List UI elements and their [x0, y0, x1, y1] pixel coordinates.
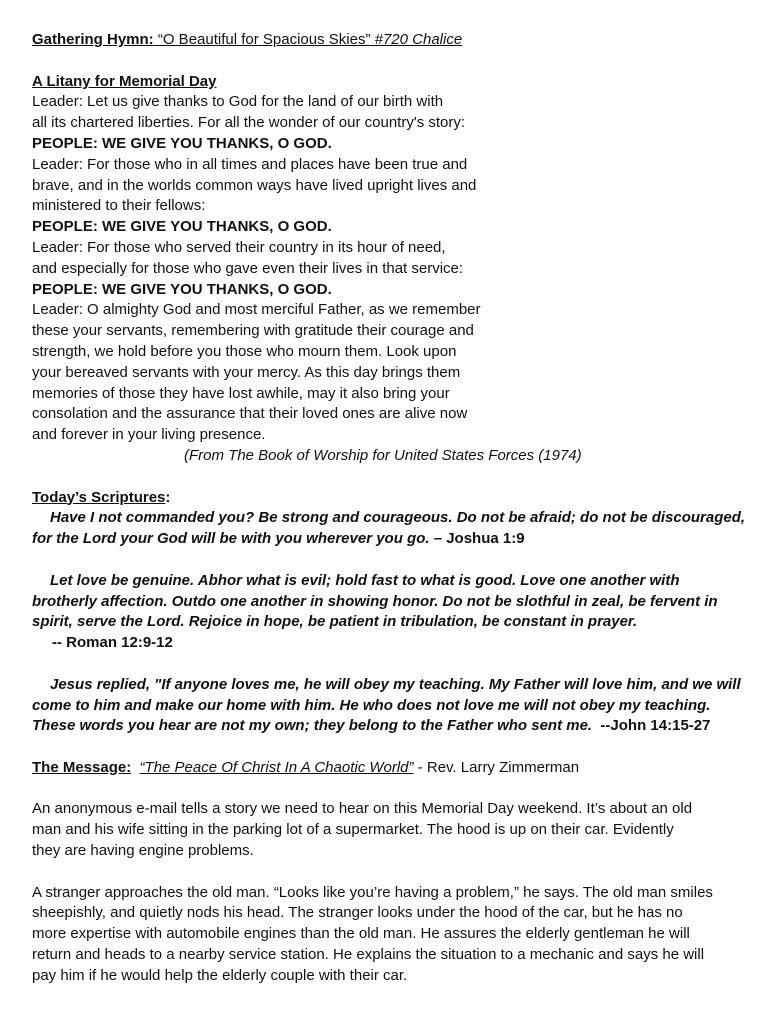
litany-leader-line: and especially for those who gave even their lives in that service: [32, 259, 464, 277]
message-p2-line-3: more expertise with automobile engines than the old man. He assures the elderly gentleman he will [32, 925, 690, 943]
joshua-line-2 [32, 529, 748, 550]
bulletin-page [32, 30, 748, 987]
litany-heading: A Litany for Memorial Day [32, 72, 217, 90]
spacer [32, 737, 748, 758]
litany-leader-line: Leader: O almighty God and most merciful Father, as we remember [32, 301, 481, 319]
message-paragraph-1 [32, 799, 748, 861]
joshua-line-2-text: for the Lord your God will be with you wherever you go. [32, 530, 434, 548]
message-p1-line-1: An anonymous e-mail tells a story we need to hear on this Memorial Day weekend. It’s about an old [32, 800, 693, 818]
spacer [32, 862, 748, 883]
romans-reference: -- Roman 12:9-12 [52, 634, 173, 652]
message-title: “The Peace Of Christ In A Chaotic World” [139, 758, 414, 776]
message-author: - Rev. Larry Zimmerman [413, 758, 580, 776]
litany-people-response: PEOPLE: WE GIVE YOU THANKS, O GOD. [32, 280, 332, 298]
joshua-reference: – Joshua 1:9 [433, 530, 525, 548]
message-label: The Message: [32, 758, 132, 776]
litany-leader-line: Leader: Let us give thanks to God for the land of our birth with [32, 93, 444, 111]
romans-line-3: spirit, serve the Lord. Rejoice in hope, be patient in tribulation, be constant in prayer. [32, 613, 638, 631]
romans-line-2: brotherly affection. Outdo one another in showing honor. Do not be slothful in zeal, be fervent in [32, 592, 718, 610]
john-line-2: come to him and make our home with him. He who does not love me will not obey my teaching. [32, 696, 711, 714]
litany-leader-line: consolation and the assurance that their loved ones are alive now [32, 405, 468, 423]
john-line-1: Jesus replied, "If anyone loves me, he will obey my teaching. My Father will love him, and we will [50, 675, 741, 693]
litany-attribution: (From The Book of Worship for United States Forces (1974) [184, 446, 582, 464]
john-reference: --John 14:15-27 [592, 717, 711, 735]
spacer [32, 654, 748, 675]
litany-leader-line: memories of those they have lost awhile, may it also bring your [32, 384, 450, 402]
litany-leader-line: these your servants, remembering with gratitude their courage and [32, 322, 474, 340]
litany-leader-line: your bereaved servants with your mercy. As this day brings them [32, 363, 461, 381]
message-paragraph-2 [32, 883, 748, 987]
spacer [32, 467, 748, 488]
john-line-3-text: These words you hear are not my own; they belong to the Father who sent me. [32, 717, 593, 735]
litany-leader-line: ministered to their fellows: [32, 197, 206, 215]
scriptures-heading-colon: : [165, 488, 171, 506]
gathering-hymn-number: #720 Chalice [374, 31, 463, 48]
litany-people-response: PEOPLE: WE GIVE YOU THANKS, O GOD. [32, 218, 332, 236]
spacer [32, 51, 748, 72]
gathering-hymn [32, 30, 748, 51]
romans-line-1: Let love be genuine. Abhor what is evil; hold fast to what is good. Love one another with [50, 571, 680, 589]
spacer [32, 550, 748, 571]
joshua-line-1: Have I not commanded you? Be strong and courageous. Do not be afraid; do not be discouraged, [50, 509, 746, 527]
gathering-hymn-label: Gathering Hymn: [32, 31, 154, 48]
message-p2-line-1: A stranger approaches the old man. “Looks like you’re having a problem,” he says. The old man smiles [32, 883, 713, 901]
john-line-3 [32, 716, 748, 737]
litany-leader-line: Leader: For those who served their country in its hour of need, [32, 238, 446, 256]
message-p1-line-3: they are having engine problems. [32, 842, 254, 860]
litany-leader-line: strength, we hold before you those who mourn them. Look upon [32, 342, 457, 360]
scriptures-heading [32, 488, 748, 509]
litany-body [32, 92, 748, 446]
scriptures-heading-text: Today’s Scriptures [32, 488, 166, 506]
litany-leader-line: Leader: For those who in all times and places have been true and [32, 155, 468, 173]
message-p2-line-2: sheepishly, and quietly nods his head. The stranger looks under the hood of the car, but he has no [32, 904, 683, 922]
message-p1-line-2: man and his wife sitting in the parking lot of a supermarket. The hood is up on their car. Evidently [32, 821, 674, 839]
message-heading [32, 758, 748, 779]
gathering-hymn-title: “O Beautiful for Spacious Skies” [153, 31, 375, 48]
litany-people-response: PEOPLE: WE GIVE YOU THANKS, O GOD. [32, 134, 332, 152]
litany-leader-line: and forever in your living presence. [32, 426, 266, 444]
message-p2-line-4: return and heads to a nearby service station. He explains the situation to a mechanic and says he will [32, 946, 705, 964]
spacer [32, 779, 748, 800]
message-p2-line-5: pay him if he would help the elderly couple with their car. [32, 966, 408, 984]
litany-leader-line: all its chartered liberties. For all the wonder of our country's story: [32, 114, 466, 132]
litany-leader-line: brave, and in the worlds common ways have lived upright lives and [32, 176, 477, 194]
